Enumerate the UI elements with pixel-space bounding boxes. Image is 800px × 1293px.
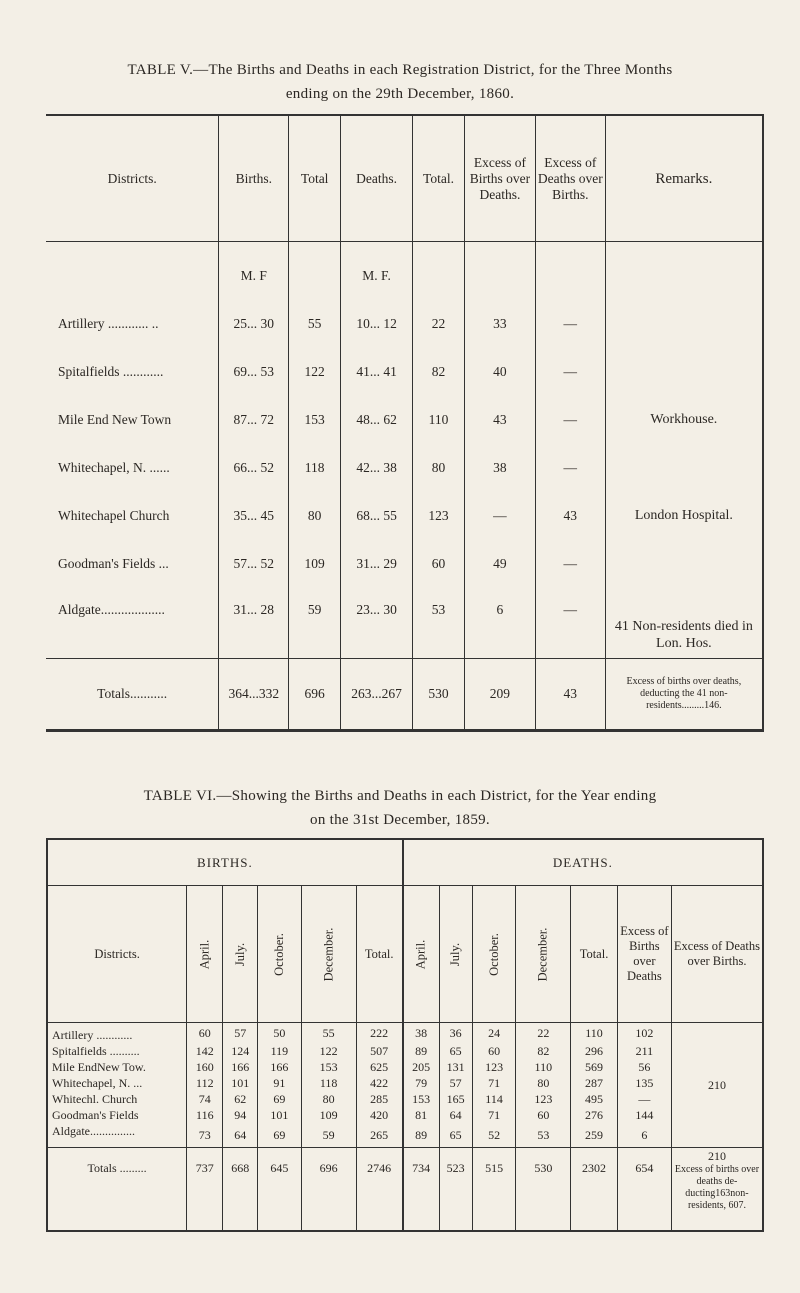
header-excess-deaths: Excess of Deaths over Births. <box>671 886 763 1023</box>
header-july-deaths <box>439 886 472 1023</box>
deaths-december: 22 <box>516 1023 571 1044</box>
cell-empty <box>46 242 219 301</box>
deaths-mf: 68... 55 <box>341 492 413 540</box>
table6-totals-row <box>47 1148 763 1232</box>
excess-deaths: — <box>535 396 605 444</box>
births-april: 112 <box>187 1075 223 1091</box>
deaths-april: 81 <box>403 1107 439 1123</box>
births-total: 420 <box>356 1107 403 1123</box>
header-remarks: Remarks. <box>605 115 763 242</box>
table-row <box>47 1107 763 1123</box>
excess-births: 135 <box>617 1075 671 1091</box>
births-total: 122 <box>289 348 341 396</box>
births-december: 122 <box>301 1043 356 1059</box>
births-july: 101 <box>223 1075 258 1091</box>
remarks <box>605 540 763 588</box>
births-mf: 66... 52 <box>219 444 289 492</box>
births-mf: 57... 52 <box>219 540 289 588</box>
births-april: 74 <box>187 1091 223 1107</box>
births-october: 166 <box>258 1059 302 1075</box>
header-total-deaths: Total. <box>571 886 618 1023</box>
deaths-total: 495 <box>571 1091 618 1107</box>
district-name: Mile EndNew Tow. <box>52 1060 146 1074</box>
births-july: 124 <box>223 1043 258 1059</box>
table5-title-line1: TABLE V.—The Births and Deaths in each Registration District, for the Three Months <box>127 62 673 78</box>
deaths-december: 110 <box>516 1059 571 1075</box>
header-april <box>187 886 223 1023</box>
header-april-label: April. <box>197 939 212 969</box>
births-total: 422 <box>356 1075 403 1091</box>
totals-births-october: 645 <box>258 1148 302 1232</box>
table5-title <box>40 58 760 106</box>
header-excess-births: Excess of Births over Deaths <box>617 886 671 1023</box>
table-row <box>46 348 763 396</box>
deaths-october: 71 <box>472 1075 516 1091</box>
deaths-total: 287 <box>571 1075 618 1091</box>
births-mf: 69... 53 <box>219 348 289 396</box>
totals-excess-deaths-value: 210 <box>707 1149 726 1163</box>
births-mf: 87... 72 <box>219 396 289 444</box>
deaths-april: 153 <box>403 1091 439 1107</box>
header-july-label: July. <box>232 942 247 966</box>
excess-deaths: 43 <box>535 492 605 540</box>
header-october-label: October. <box>271 932 286 976</box>
excess-deaths: 210 <box>671 1023 763 1148</box>
births-december: 153 <box>301 1059 356 1075</box>
remarks <box>605 348 763 396</box>
excess-births: — <box>464 492 535 540</box>
header-december-label: December. <box>321 927 336 981</box>
deaths-total: 80 <box>413 444 465 492</box>
header-july <box>223 886 258 1023</box>
deaths-december: 123 <box>516 1091 571 1107</box>
header-excess-deaths: Excess of Deaths over Births. <box>535 115 605 242</box>
births-december: 109 <box>301 1107 356 1123</box>
table-row <box>47 1043 763 1059</box>
table-row <box>46 396 763 444</box>
totals-excess-births: 654 <box>617 1148 671 1232</box>
births-total: 59 <box>289 588 341 659</box>
excess-births: 144 <box>617 1107 671 1123</box>
remarks: London Hospital. <box>605 492 763 540</box>
births-total: 55 <box>289 300 341 348</box>
births-december: 59 <box>301 1123 356 1148</box>
group-births: BIRTHS. <box>47 839 403 886</box>
deaths-total: 123 <box>413 492 465 540</box>
header-october <box>258 886 302 1023</box>
excess-births: 6 <box>464 588 535 659</box>
totals-births-july: 668 <box>223 1148 258 1232</box>
births-october: 69 <box>258 1091 302 1107</box>
deaths-july: 131 <box>439 1059 472 1075</box>
cell-empty <box>535 242 605 301</box>
header-december <box>301 886 356 1023</box>
births-april: 160 <box>187 1059 223 1075</box>
table6-title-line2: on the 31st December, 1859. <box>310 812 490 828</box>
deaths-july: 65 <box>439 1043 472 1059</box>
deaths-april: 89 <box>403 1123 439 1148</box>
excess-deaths: — <box>535 588 605 659</box>
table-row <box>47 1091 763 1107</box>
deaths-december: 82 <box>516 1043 571 1059</box>
births-total: 507 <box>356 1043 403 1059</box>
district-name: Aldgate............... <box>52 1124 135 1138</box>
births-april: 142 <box>187 1043 223 1059</box>
totals-births-mf: 364...332 <box>219 659 289 731</box>
excess-deaths: — <box>535 300 605 348</box>
table6 <box>46 838 764 1232</box>
excess-births: 43 <box>464 396 535 444</box>
deaths-july: 36 <box>439 1023 472 1044</box>
births-october: 50 <box>258 1023 302 1044</box>
totals-births-total: 2746 <box>356 1148 403 1232</box>
table6-group-row <box>47 839 763 886</box>
totals-deaths-october: 515 <box>472 1148 516 1232</box>
district-name: Mile End New Town <box>58 412 172 427</box>
deaths-mf: 10... 12 <box>341 300 413 348</box>
births-mf: 35... 45 <box>219 492 289 540</box>
group-deaths: DEATHS. <box>403 839 763 886</box>
totals-births-december: 696 <box>301 1148 356 1232</box>
district-name: Goodman's Fields ... <box>58 556 169 571</box>
deaths-october: 24 <box>472 1023 516 1044</box>
births-total: 153 <box>289 396 341 444</box>
district-name: Spitalfields .......... <box>52 1044 140 1058</box>
births-mf: 31... 28 <box>219 588 289 659</box>
cell-empty <box>413 242 465 301</box>
births-total: 109 <box>289 540 341 588</box>
totals-deaths-mf: 263...267 <box>341 659 413 731</box>
totals-deaths-december: 530 <box>516 1148 571 1232</box>
deaths-total: 53 <box>413 588 465 659</box>
table-row <box>46 588 763 659</box>
deaths-total: 110 <box>413 396 465 444</box>
table6-title <box>40 784 760 832</box>
births-april: 73 <box>187 1123 223 1148</box>
deaths-total: 82 <box>413 348 465 396</box>
cell-empty <box>464 242 535 301</box>
totals-excess-births: 209 <box>464 659 535 731</box>
totals-excess-deaths-note: Excess of births over deaths de-ducting163non-residents, 607. <box>674 1164 760 1211</box>
table-row <box>47 1023 763 1044</box>
deaths-april: 79 <box>403 1075 439 1091</box>
totals-label: Totals........... <box>46 659 219 731</box>
excess-births: 211 <box>617 1043 671 1059</box>
births-october: 101 <box>258 1107 302 1123</box>
table5-title-line2: ending on the 29th December, 1860. <box>285 86 515 102</box>
deaths-december: 80 <box>516 1075 571 1091</box>
excess-deaths: — <box>535 444 605 492</box>
district-name: Whitechapel Church <box>58 508 170 523</box>
district-name: Goodman's Fields <box>52 1108 139 1122</box>
excess-births: 38 <box>464 444 535 492</box>
remarks <box>605 444 763 492</box>
deaths-october: 60 <box>472 1043 516 1059</box>
mf-births-label: M. F <box>219 242 289 301</box>
header-births: Births. <box>219 115 289 242</box>
totals-deaths-total: 2302 <box>571 1148 618 1232</box>
deaths-mf: 23... 30 <box>341 588 413 659</box>
table-row <box>46 492 763 540</box>
totals-excess-deaths: 43 <box>535 659 605 731</box>
births-december: 118 <box>301 1075 356 1091</box>
totals-births-april: 737 <box>187 1148 223 1232</box>
births-total: 80 <box>289 492 341 540</box>
deaths-april: 89 <box>403 1043 439 1059</box>
district-name: Whitechl. Church <box>52 1092 138 1106</box>
deaths-october: 52 <box>472 1123 516 1148</box>
totals-births-total: 696 <box>289 659 341 731</box>
table5-mf-row <box>46 242 763 301</box>
totals-deaths-total: 530 <box>413 659 465 731</box>
births-december: 80 <box>301 1091 356 1107</box>
table-row <box>46 300 763 348</box>
table-row <box>47 1059 763 1075</box>
deaths-october: 123 <box>472 1059 516 1075</box>
totals-label: Totals ......... <box>47 1148 187 1232</box>
excess-births: 102 <box>617 1023 671 1044</box>
table-row <box>47 1075 763 1091</box>
deaths-mf: 41... 41 <box>341 348 413 396</box>
deaths-total: 569 <box>571 1059 618 1075</box>
header-districts: Districts. <box>46 115 219 242</box>
table5-totals-row <box>46 659 763 731</box>
table6-header-row <box>47 886 763 1023</box>
excess-births: 56 <box>617 1059 671 1075</box>
births-total: 222 <box>356 1023 403 1044</box>
excess-births: 49 <box>464 540 535 588</box>
births-mf: 25... 30 <box>219 300 289 348</box>
deaths-total: 110 <box>571 1023 618 1044</box>
deaths-october: 71 <box>472 1107 516 1123</box>
header-december-deaths <box>516 886 571 1023</box>
remarks: 41 Non-residents died in Lon. Hos. <box>605 588 763 659</box>
table-row <box>46 540 763 588</box>
header-total-births: Total <box>289 115 341 242</box>
births-total: 265 <box>356 1123 403 1148</box>
table-row <box>46 444 763 492</box>
table6-title-line1: TABLE VI.—Showing the Births and Deaths in each District, for the Year ending <box>143 788 657 804</box>
header-total: Total. <box>356 886 403 1023</box>
header-excess-births: Excess of Births over Deaths. <box>464 115 535 242</box>
district-name: Whitechapel, N. ...... <box>58 460 170 475</box>
deaths-april: 205 <box>403 1059 439 1075</box>
deaths-total: 276 <box>571 1107 618 1123</box>
header-april-deaths <box>403 886 439 1023</box>
totals-deaths-july: 523 <box>439 1148 472 1232</box>
header-july-deaths-label: July. <box>448 942 463 966</box>
excess-deaths: — <box>535 348 605 396</box>
header-april-deaths-label: April. <box>413 939 428 969</box>
deaths-total: 259 <box>571 1123 618 1148</box>
district-name: Artillery ............ <box>52 1028 133 1042</box>
births-july: 64 <box>223 1123 258 1148</box>
excess-births: — <box>617 1091 671 1107</box>
deaths-july: 165 <box>439 1091 472 1107</box>
deaths-december: 60 <box>516 1107 571 1123</box>
deaths-mf: 31... 29 <box>341 540 413 588</box>
totals-excess-deaths <box>671 1148 763 1232</box>
deaths-mf: 48... 62 <box>341 396 413 444</box>
totals-remarks: Excess of births over deaths, deducting the 41 non-residents.........146. <box>605 659 763 731</box>
births-total: 625 <box>356 1059 403 1075</box>
deaths-total: 22 <box>413 300 465 348</box>
header-districts: Districts. <box>47 886 187 1023</box>
births-july: 166 <box>223 1059 258 1075</box>
mf-deaths-label: M. F. <box>341 242 413 301</box>
deaths-december: 53 <box>516 1123 571 1148</box>
births-october: 69 <box>258 1123 302 1148</box>
births-july: 62 <box>223 1091 258 1107</box>
births-december: 55 <box>301 1023 356 1044</box>
excess-births: 33 <box>464 300 535 348</box>
header-deaths: Deaths. <box>341 115 413 242</box>
deaths-july: 64 <box>439 1107 472 1123</box>
table-row <box>47 1123 763 1148</box>
births-october: 91 <box>258 1075 302 1091</box>
header-october-deaths-label: October. <box>486 932 501 976</box>
deaths-october: 114 <box>472 1091 516 1107</box>
births-july: 57 <box>223 1023 258 1044</box>
births-april: 60 <box>187 1023 223 1044</box>
births-april: 116 <box>187 1107 223 1123</box>
table5 <box>46 114 764 732</box>
district-name: Spitalfields ............ <box>58 364 164 379</box>
remarks: Workhouse. <box>605 396 763 444</box>
births-total: 285 <box>356 1091 403 1107</box>
births-total: 118 <box>289 444 341 492</box>
excess-deaths: — <box>535 540 605 588</box>
deaths-april: 38 <box>403 1023 439 1044</box>
deaths-july: 57 <box>439 1075 472 1091</box>
totals-deaths-april: 734 <box>403 1148 439 1232</box>
header-total-deaths: Total. <box>413 115 465 242</box>
header-december-deaths-label: December. <box>535 927 550 981</box>
table5-header-row <box>46 115 763 242</box>
district-name: Whitechapel, N. ... <box>52 1076 143 1090</box>
deaths-july: 65 <box>439 1123 472 1148</box>
deaths-total: 296 <box>571 1043 618 1059</box>
excess-births: 6 <box>617 1123 671 1148</box>
district-name: Aldgate................... <box>58 602 165 617</box>
births-october: 119 <box>258 1043 302 1059</box>
header-october-deaths <box>472 886 516 1023</box>
remarks <box>605 300 763 348</box>
cell-empty <box>605 242 763 301</box>
births-july: 94 <box>223 1107 258 1123</box>
cell-empty <box>289 242 341 301</box>
excess-births: 40 <box>464 348 535 396</box>
district-name: Artillery ............ .. <box>58 316 159 331</box>
deaths-mf: 42... 38 <box>341 444 413 492</box>
deaths-total: 60 <box>413 540 465 588</box>
